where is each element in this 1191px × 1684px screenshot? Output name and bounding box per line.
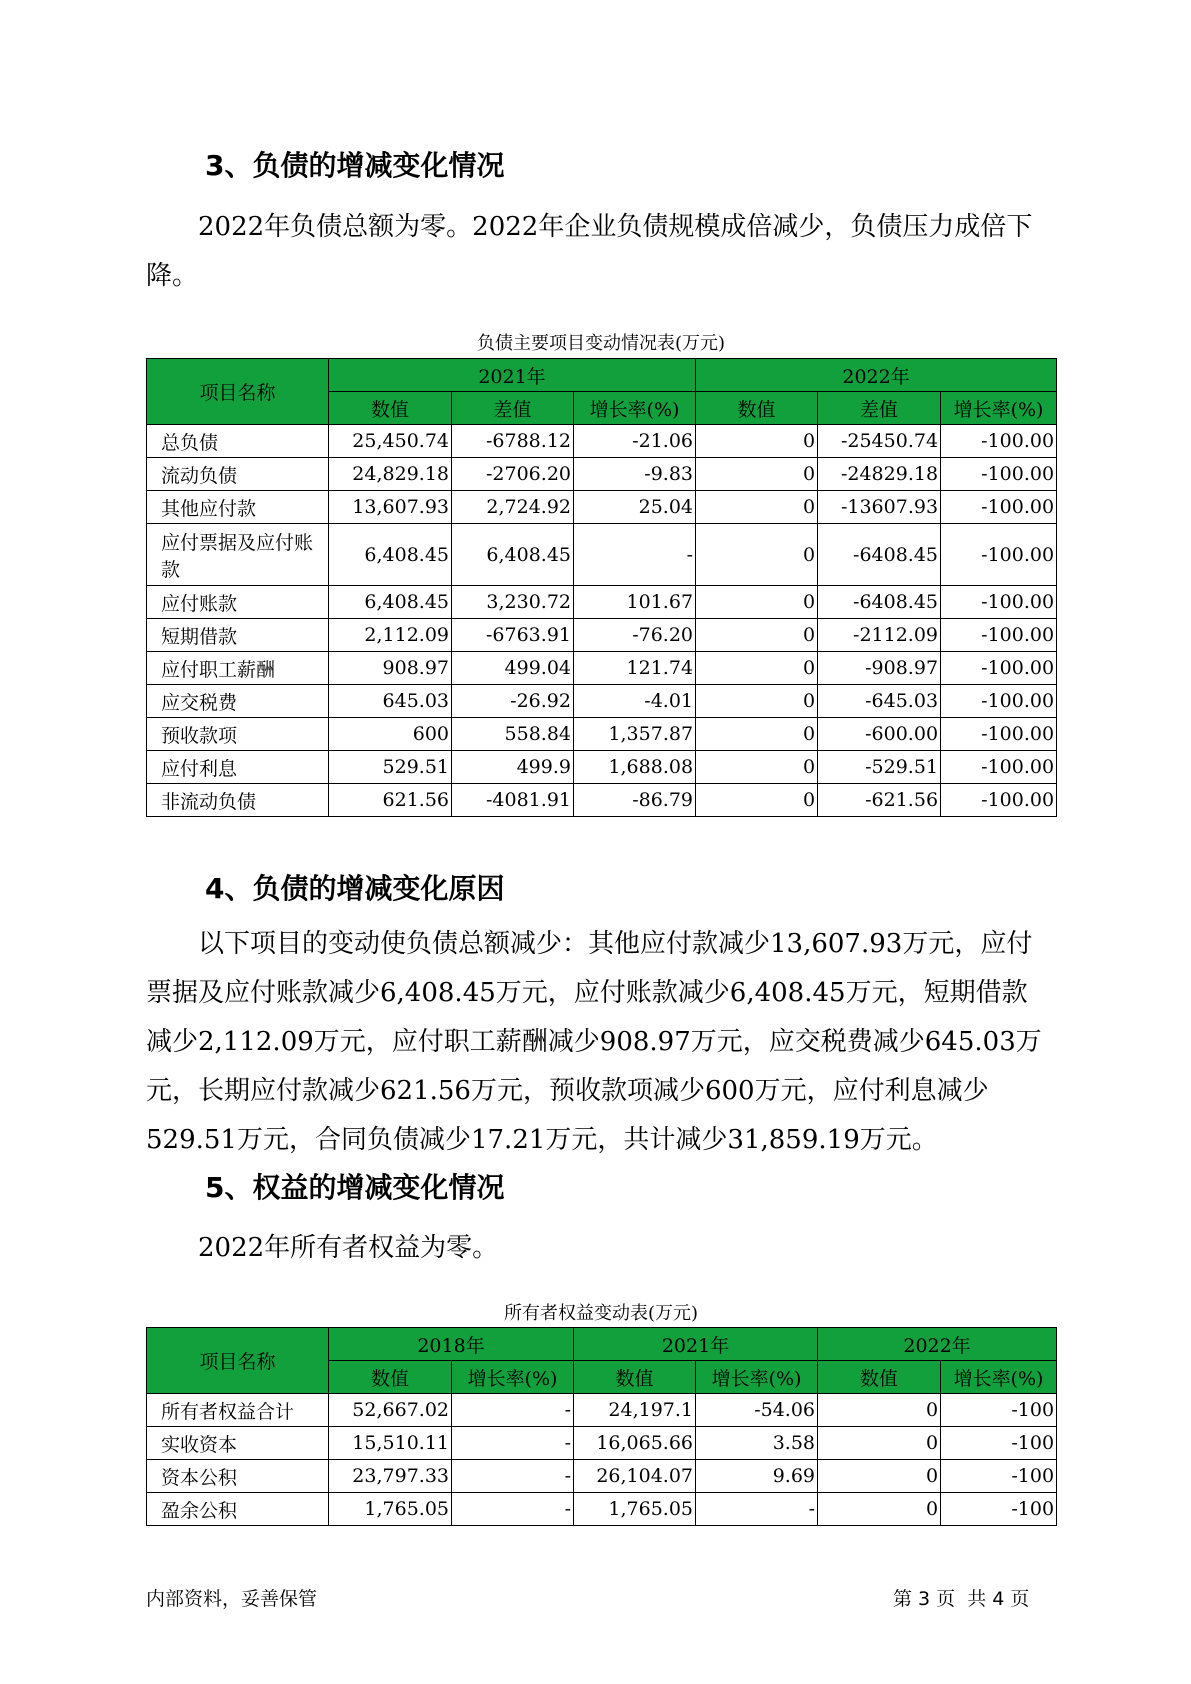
cell-value: 24,197.1 xyxy=(574,1394,696,1427)
cell-value: -100.00 xyxy=(941,685,1057,718)
cell-value: 26,104.07 xyxy=(574,1460,696,1493)
row-label: 实收资本 xyxy=(147,1427,329,1460)
cell-value: -100.00 xyxy=(941,458,1057,491)
table2-subheader: 数值 xyxy=(329,1361,452,1394)
row-label: 非流动负债 xyxy=(147,784,329,817)
cell-value: 24,829.18 xyxy=(329,458,452,491)
cell-value: - xyxy=(574,524,696,586)
section3-heading: 3、负债的增减变化情况 xyxy=(205,149,505,182)
row-label: 应付利息 xyxy=(147,751,329,784)
table-row xyxy=(147,1493,1057,1526)
section4-paragraph: 以下项目的变动使负债总额减少：其他应付款减少13,607.93万元，应付票据及应付账款减少6,408.45万元，应付账款减少6,408.45万元，短期借款减少2,112.09万元，应付职工薪酬减少908.97万元，应交税费减少645.03万元，长期应付款减少621.56万元，预收款项减少600万元，应付利息减少529.51万元，合同负债减少17.21万元，共计减少31,859.19万元。 xyxy=(146,929,1042,1155)
table2-group-2022: 2022年 xyxy=(818,1328,1057,1361)
cell-value: 0 xyxy=(696,652,818,685)
row-label: 所有者权益合计 xyxy=(147,1394,329,1427)
table-row xyxy=(147,751,1057,784)
cell-value: -100.00 xyxy=(941,751,1057,784)
cell-value: - xyxy=(452,1394,574,1427)
table1-subheader: 数值 xyxy=(329,392,452,425)
cell-value: - xyxy=(452,1427,574,1460)
cell-value: -6408.45 xyxy=(818,524,941,586)
cell-value: 3,230.72 xyxy=(452,586,574,619)
table2-subheader: 数值 xyxy=(574,1361,696,1394)
cell-value: -13607.93 xyxy=(818,491,941,524)
cell-value: 558.84 xyxy=(452,718,574,751)
cell-value: -6408.45 xyxy=(818,586,941,619)
cell-value: 0 xyxy=(818,1427,941,1460)
table-row xyxy=(147,784,1057,817)
cell-value: 6,408.45 xyxy=(452,524,574,586)
cell-value: 9.69 xyxy=(696,1460,818,1493)
table1-group-2022: 2022年 xyxy=(696,359,1057,392)
cell-value: 0 xyxy=(818,1493,941,1526)
cell-value: -2112.09 xyxy=(818,619,941,652)
cell-value: 121.74 xyxy=(574,652,696,685)
cell-value: 6,408.45 xyxy=(329,586,452,619)
cell-value: 0 xyxy=(818,1460,941,1493)
cell-value: 16,065.66 xyxy=(574,1427,696,1460)
footer-page-number: 第 3 页 共 4 页 xyxy=(893,1588,1030,1610)
table-row xyxy=(147,524,1057,586)
table-row xyxy=(147,586,1057,619)
row-label: 总负债 xyxy=(147,425,329,458)
cell-value: 101.67 xyxy=(574,586,696,619)
table-row xyxy=(147,1460,1057,1493)
cell-value: -86.79 xyxy=(574,784,696,817)
table1-caption: 负债主要项目变动情况表(万元) xyxy=(476,333,726,354)
cell-value: -100.00 xyxy=(941,784,1057,817)
cell-value: -6788.12 xyxy=(452,425,574,458)
cell-value: 6,408.45 xyxy=(329,524,452,586)
cell-value: 52,667.02 xyxy=(329,1394,452,1427)
liabilities-table xyxy=(146,358,1057,817)
cell-value: 0 xyxy=(696,751,818,784)
table2-body xyxy=(147,1394,1057,1526)
row-label: 盈余公积 xyxy=(147,1493,329,1526)
cell-value: 25,450.74 xyxy=(329,425,452,458)
row-label: 应付票据及应付账款 xyxy=(147,524,329,586)
cell-value: 0 xyxy=(696,586,818,619)
cell-value: -621.56 xyxy=(818,784,941,817)
cell-value: 0 xyxy=(696,524,818,586)
table-row xyxy=(147,425,1057,458)
row-label: 资本公积 xyxy=(147,1460,329,1493)
cell-value: 13,607.93 xyxy=(329,491,452,524)
cell-value: 1,688.08 xyxy=(574,751,696,784)
cell-value: -4.01 xyxy=(574,685,696,718)
cell-value: -4081.91 xyxy=(452,784,574,817)
row-label: 应交税费 xyxy=(147,685,329,718)
cell-value: - xyxy=(696,1493,818,1526)
cell-value: 529.51 xyxy=(329,751,452,784)
cell-value: 1,765.05 xyxy=(329,1493,452,1526)
section5-heading: 5、权益的增减变化情况 xyxy=(205,1171,505,1204)
cell-value: 2,112.09 xyxy=(329,619,452,652)
cell-value: 908.97 xyxy=(329,652,452,685)
row-label: 短期借款 xyxy=(147,619,329,652)
cell-value: -100 xyxy=(941,1460,1057,1493)
table1-subheader: 数值 xyxy=(696,392,818,425)
row-label: 预收款项 xyxy=(147,718,329,751)
table1-group-2021: 2021年 xyxy=(329,359,696,392)
cell-value: 600 xyxy=(329,718,452,751)
table1-name-header: 项目名称 xyxy=(147,359,329,425)
table-row xyxy=(147,718,1057,751)
table2-subheader: 增长率(%) xyxy=(696,1361,818,1394)
table2-group-2021: 2021年 xyxy=(574,1328,818,1361)
cell-value: 621.56 xyxy=(329,784,452,817)
cell-value: -100.00 xyxy=(941,586,1057,619)
cell-value: -100 xyxy=(941,1394,1057,1427)
cell-value: 499.9 xyxy=(452,751,574,784)
table1-subheader: 差值 xyxy=(818,392,941,425)
cell-value: -100.00 xyxy=(941,619,1057,652)
table2-subheader: 数值 xyxy=(818,1361,941,1394)
table-row xyxy=(147,619,1057,652)
cell-value: -100.00 xyxy=(941,524,1057,586)
cell-value: 23,797.33 xyxy=(329,1460,452,1493)
section3-paragraph: 2022年负债总额为零。2022年企业负债规模成倍减少，负债压力成倍下降。 xyxy=(146,212,1033,291)
cell-value: -76.20 xyxy=(574,619,696,652)
footer-left: 内部资料，妥善保管 xyxy=(146,1588,318,1610)
cell-value: -2706.20 xyxy=(452,458,574,491)
cell-value: -529.51 xyxy=(818,751,941,784)
cell-value: 0 xyxy=(818,1394,941,1427)
cell-value: -600.00 xyxy=(818,718,941,751)
cell-value: 0 xyxy=(696,491,818,524)
cell-value: 0 xyxy=(696,425,818,458)
cell-value: -100.00 xyxy=(941,718,1057,751)
cell-value: -100.00 xyxy=(941,425,1057,458)
cell-value: -6763.91 xyxy=(452,619,574,652)
cell-value: -908.97 xyxy=(818,652,941,685)
cell-value: -100 xyxy=(941,1493,1057,1526)
row-label: 流动负债 xyxy=(147,458,329,491)
cell-value: 1,357.87 xyxy=(574,718,696,751)
row-label: 其他应付款 xyxy=(147,491,329,524)
table-row xyxy=(147,685,1057,718)
cell-value: 645.03 xyxy=(329,685,452,718)
cell-value: -645.03 xyxy=(818,685,941,718)
cell-value: -100 xyxy=(941,1427,1057,1460)
section5-paragraph: 2022年所有者权益为零。 xyxy=(198,1233,499,1263)
table2-name-header: 项目名称 xyxy=(147,1328,329,1394)
cell-value: -54.06 xyxy=(696,1394,818,1427)
cell-value: 499.04 xyxy=(452,652,574,685)
cell-value: - xyxy=(452,1460,574,1493)
table1-subheader: 差值 xyxy=(452,392,574,425)
cell-value: -26.92 xyxy=(452,685,574,718)
table2-group-2018: 2018年 xyxy=(329,1328,574,1361)
table-row xyxy=(147,1427,1057,1460)
cell-value: -100.00 xyxy=(941,491,1057,524)
table1-subheader: 增长率(%) xyxy=(574,392,696,425)
cell-value: 25.04 xyxy=(574,491,696,524)
cell-value: -24829.18 xyxy=(818,458,941,491)
cell-value: 0 xyxy=(696,784,818,817)
cell-value: 0 xyxy=(696,619,818,652)
section4-heading: 4、负债的增减变化原因 xyxy=(205,872,505,905)
table2-caption: 所有者权益变动表(万元) xyxy=(503,1303,699,1324)
cell-value: 2,724.92 xyxy=(452,491,574,524)
equity-table xyxy=(146,1327,1057,1526)
cell-value: 0 xyxy=(696,718,818,751)
cell-value: 3.58 xyxy=(696,1427,818,1460)
table2-subheader: 增长率(%) xyxy=(941,1361,1057,1394)
table1-subheader: 增长率(%) xyxy=(941,392,1057,425)
cell-value: 1,765.05 xyxy=(574,1493,696,1526)
table-row xyxy=(147,1394,1057,1427)
cell-value: -100.00 xyxy=(941,652,1057,685)
cell-value: 0 xyxy=(696,458,818,491)
row-label: 应付职工薪酬 xyxy=(147,652,329,685)
cell-value: 15,510.11 xyxy=(329,1427,452,1460)
cell-value: -9.83 xyxy=(574,458,696,491)
table1-body xyxy=(147,425,1057,817)
table-row xyxy=(147,491,1057,524)
cell-value: 0 xyxy=(696,685,818,718)
table2-subheader: 增长率(%) xyxy=(452,1361,574,1394)
table-row xyxy=(147,652,1057,685)
cell-value: - xyxy=(452,1493,574,1526)
cell-value: -21.06 xyxy=(574,425,696,458)
row-label: 应付账款 xyxy=(147,586,329,619)
cell-value: -25450.74 xyxy=(818,425,941,458)
table-row xyxy=(147,458,1057,491)
